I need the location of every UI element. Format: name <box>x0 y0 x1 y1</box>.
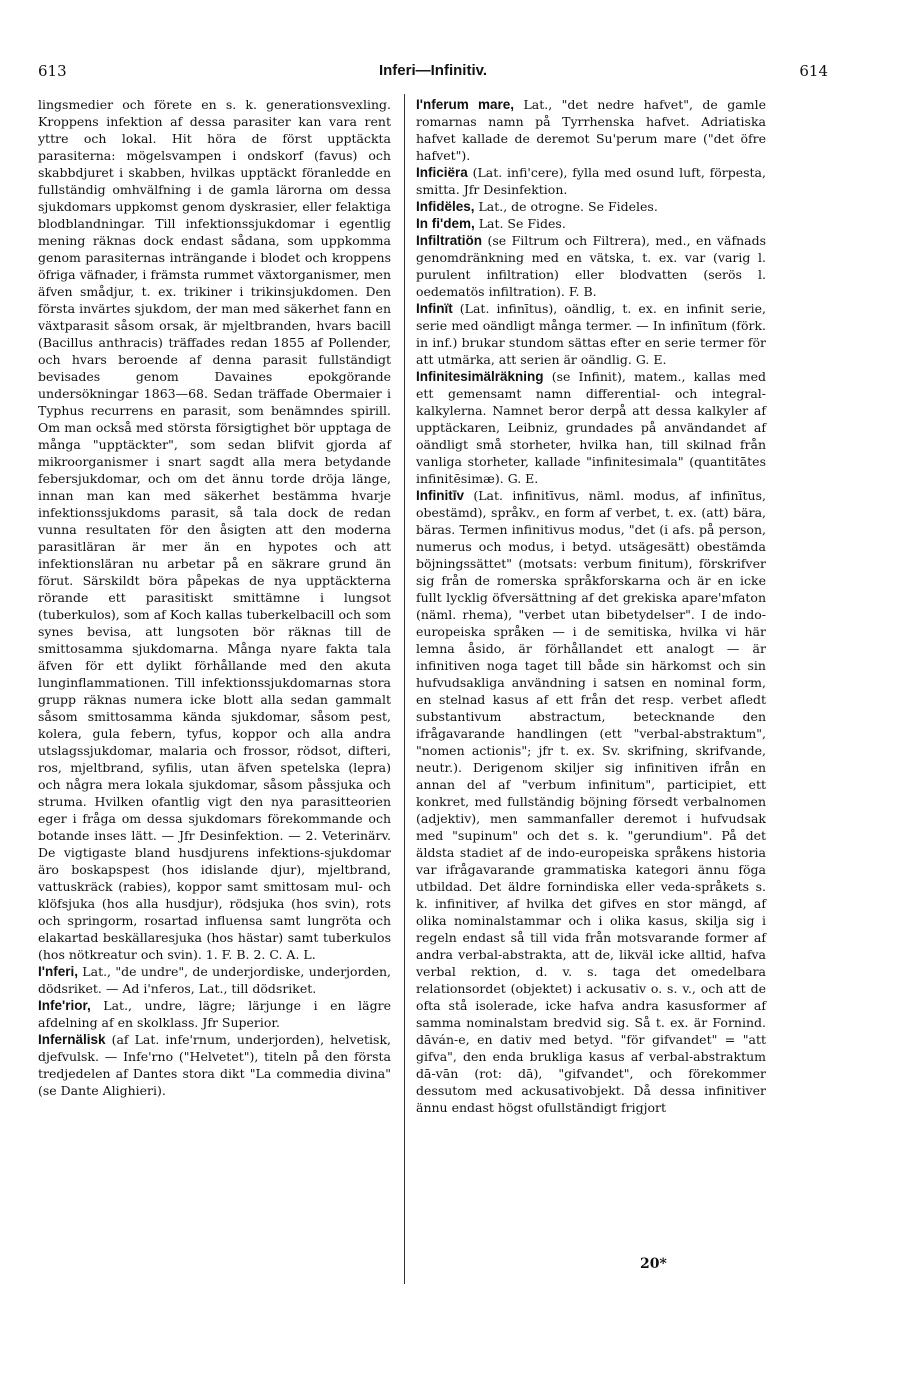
entry-text: (Lat. infi'cere), fylla med osund luft, förpesta, smitta. Jfr Desinfektion. <box>416 165 766 197</box>
entry-text: (Lat. infinitīvus, näml. modus, af infinītus, obestämd), språkv., en form af verbet, t. ex. (att) bära, bäras. Termen infinitivus modus, "det (i afs. på person, numerus och modus, i betyd. utsägesätt) obestämda böjningssättet" (motsats: verbum finitum), förskrifver sig från de romerska språkforskarna och är en icke fullt lycklig öfversättning af det grekiska apare'mfaton (näml. rhema), "verbet utan bibetydelser". I de indo-europeiska språken — i de semitiska, hvilka vi här lemna åsido, är förhållandet ett analogt — är infinitiven noga taget till både sin härkomst och sin hufvudsakliga användning i satsen en nominal form, en stelnad kasus af ett från det resp. verbet afledt substantivum abstractum, betecknande den ifrågavarande handlingen (ett "verbal-abstraktum", "nomen actionis"; jfr t. ex. Sv. skrifning, skrifvande, neutr.). Derigenom skiljer sig infinitiven ifrån en annan del af "verbum infinitum", participiet, ett konkret, med fullständig böjning försedt verbalnomen (adjektiv), men sammanfaller deremot i hufvudsak med "supinum" och det s. k. "gerundium". På det äldsta stadiet af de indo-europeiska språkens historia var ifrågavarande grammatiska kategori ännu föga utbildad. Det äldre fornindiska eller veda-språkets s. k. infinitiver, af hvilka det gifves en stor mängd, af olika nominalstammar och i olika kasus, skilja sig i regeln endast så till vida från motsvarande former af andra verbal-abstrakta, att de, likväl icke alltid, hafva verbal rektion, d. v. s. taga det omedelbara relationsordet (objektet) i ackusativ o. s. v., och att de ofta stå isolerade, icke hafva andra kasusformer af samma nominalstam bredvid sig. Så t. ex. är Fornind. dāván-e, en dativ med betyd. "för gifvandet" = "att gifva", den enda brukliga kasus af verbal-abstraktum dā-vān (rot: dā), "gifvandet", och förekommer dessutom med ackusativobjekt. Då dessa infinitiver ännu endast högst ofullständigt frigjort <box>416 488 766 1115</box>
entry-headword: I'nferum mare, <box>416 97 514 112</box>
entry-infinit <box>416 300 766 368</box>
entry-in-fidem <box>416 215 766 232</box>
entry-inferum-mare <box>416 96 766 164</box>
signature-mark: 20* <box>640 1256 667 1272</box>
page-header <box>38 62 828 82</box>
entry-headword: Infe'rior, <box>38 998 91 1013</box>
entry-text: Lat., de otrogne. Se Fideles. <box>474 199 658 214</box>
column-divider <box>404 94 405 1284</box>
entry-text: (se Infinit), matem., kallas med ett gemensamt namn differential- och integral-kalkylerna. Namnet beror derpå att dessa kalkyler af upptäckaren, Leibniz, grundades på användandet af oändligt små storheter, hvilka han, till skilnad från vanliga storheter, kallade "infinitesimala" (quantitātes infinitēsimæ). G. E. <box>416 369 766 486</box>
page-number-left: 613 <box>38 62 67 80</box>
entry-headword: Infinitīv <box>416 488 464 503</box>
entry-headword: In fi'dem, <box>416 216 475 231</box>
entry-text: Lat., "det nedre hafvet", de gamle romarnas namn på Tyrrhenska hafvet. Adriatiska hafvet kallade de deremot Su'perum mare ("det öfre hafvet"). <box>416 97 766 163</box>
entry-text: (af Lat. infe'rnum, underjorden), helvetisk, djefvulsk. — Infe'rno ("Helvetet"), titeln på den första tredjedelen af Dantes stora dikt "La commedia divina" (se Dante Alighieri). <box>38 1032 391 1098</box>
entry-text: (Lat. infinītus), oändlig, t. ex. en infinit serie, serie med oändligt många termer. — In infinītum (förk. in inf.) brukar stundom sättas efter en serie termer för att utmärka, att serien är oändlig. G. E. <box>416 301 766 367</box>
right-column <box>416 96 766 1116</box>
left-column <box>38 96 391 1099</box>
entry-headword: I'nferi, <box>38 964 78 979</box>
entry-infinitesimalrakning <box>416 368 766 487</box>
entry-inferior <box>38 997 391 1031</box>
entry-text: (se Filtrum och Filtrera), med., en väfnads genomdränkning med en vätska, t. ex. var (varig l. purulent infiltration) eller blodvatten (serös l. oedematös infiltration). F. B. <box>416 233 766 299</box>
entry-text: lingsmedier och förete en s. k. generationsvexling. Kroppens infektion af dessa parasiter kan vara rent yttre och lokal. Hit höra de först upptäckta parasiterna: mögelsvampen i ondskorf (favus) och skabbdjuret i skabben, hvilkas upptäckt föranledde en fullständig omhvälfning i de gamla lärorna om dessa sjukdomars uppkomst genom dyskrasier, eller felaktiga blodblandningar. Till infektionssjukdomar i egentlig mening räknas dock endast sådana, som uppkomma genom parasiternas inträngande i blodet och kroppens öfriga väfnader, i främsta rummet växtorganismer, men äfven smådjur, t. ex. trikiner i trikinsjukdomen. Den första invärtes sjukdom, der man med säkerhet fann en växtparasit såsom orsak, är mjeltbranden, hvars bacill (Bacillus anthracis) träffades redan 1855 af Pollender, och hvars beroende af denna parasit fullständigt bevisades genom Davaines epokgörande undersökningar 1863—68. Sedan träffade Obermaier i Typhus recurrens en parasit, som benämndes spirill. Om man också med största försigtighet bör upptaga de många "upptäckter", som sedan blifvit gjorda af mikroorganismer i snart sagdt alla mera betydande febersjukdomar, och om det ännu torde dröja länge, innan man kan med säkerhet bestämma hvarje infektionssjukdoms parasit, så tala dock de redan vunna resultaten för den åsigten att den moderna parasitläran är mer än en hypotes och att infektionsläran nu arbetar på en säkrare grund än förut. Särskildt böra påpekas de nya upptäckterna rörande ett parasitiskt smittämne i lungsot (tuberkulos), som af Koch kallas tuberkelbacill och som synes bevisa, att lungsoten bör räknas till de smittosamma sjukdomarna. Många nyare fakta tala äfven för ett dylikt förhållande med den akuta lunginflammationen. Till infektionssjukdomarnas stora grupp räknas numera icke blott alla sedan gammalt såsom smittosamma kända sjukdomar, såsom pest, kolera, gula febern, tyfus, koppor och alla andra utslagssjukdomar, malaria och frossor, rödsot, difteri, ros, mjeltbrand, syfilis, utan äfven spetelska (lepra) och några mera lokala sjukdomar, såsom påssjuka och struma. Hvilken ofantlig vigt den nya parasitteorien eger i fråga om dessa sjukdomars förekommande och botande inses lätt. — Jfr Desinfektion. — 2. Veterinärv. De vigtigaste bland husdjurens infektions-sjukdomar äro boskapspest (hos idislande djur), mjeltbrand, vattuskräck (rabies), koppor samt smittosam mul- och klöfsjuka (hos alla husdjur), rödsjuka (hos svin), rots och springorm, rosartad influensa samt lungröta och elakartad beskällaresjuka (hos hästar) samt tuberkulos (hos nötkreatur och svin). 1. F. B. 2. C. A. L. <box>38 97 391 962</box>
entry-infinitiv <box>416 487 766 1116</box>
entry-inferi <box>38 963 391 997</box>
entry-headword: Infidëles, <box>416 199 475 214</box>
entry-text: Lat. Se Fides. <box>474 216 566 231</box>
entry-headword: Infernälisk <box>38 1032 106 1047</box>
page-number-right: 614 <box>799 62 828 80</box>
entry-headword: Inficiëra <box>416 165 468 180</box>
entry-infiltration <box>416 232 766 300</box>
entry-infernalisk <box>38 1031 391 1099</box>
entry-infideles <box>416 198 766 215</box>
entry-text: Lat., "de undre", de underjordiske, underjorden, dödsriket. — Ad i'nferos, Lat., till dödsriket. <box>38 964 391 996</box>
running-title: Inferi—Infinitiv. <box>378 62 488 79</box>
entry-headword: Infinitesimälräkning <box>416 369 544 384</box>
entry-inficiera <box>416 164 766 198</box>
entry-text: Lat., undre, lägre; lärjunge i en lägre afdelning af en skolklass. Jfr Superior. <box>38 998 391 1030</box>
entry-headword: Infinït <box>416 301 453 316</box>
entry-headword: Infiltratiön <box>416 233 482 248</box>
entry-continuation <box>38 96 391 963</box>
